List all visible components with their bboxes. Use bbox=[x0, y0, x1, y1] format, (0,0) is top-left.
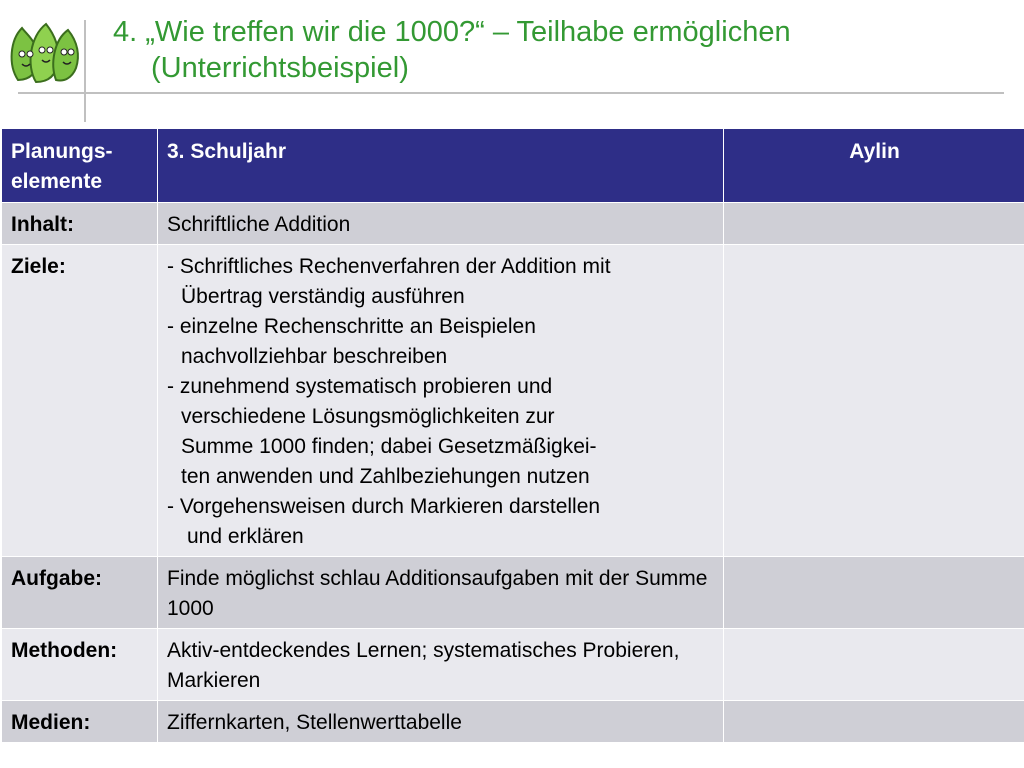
goal-1-cont: Übertrag verständig ausführen bbox=[181, 285, 465, 308]
row-label-medien: Medien: bbox=[2, 701, 158, 743]
row-label-inhalt: Inhalt: bbox=[2, 203, 158, 245]
row-aylin-medien bbox=[724, 701, 1024, 743]
goal-1: - Schriftliches Rechenverfahren der Addition mit bbox=[167, 255, 611, 278]
row-value-aufgabe: Finde möglichst schlau Additionsaufgaben mit der Summe 1000 bbox=[158, 557, 724, 629]
row-label-ziele: Ziele: bbox=[2, 245, 158, 557]
row-value-medien: Ziffernkarten, Stellenwerttabelle bbox=[158, 701, 724, 743]
header-horizontal-divider bbox=[18, 92, 1004, 94]
goal-3-cont: verschiedene Lösungsmöglichkeiten zur bbox=[181, 405, 555, 428]
goal-4-cont: und erklären bbox=[187, 525, 304, 548]
header-cell-planungselemente: Planungs- elemente bbox=[2, 129, 158, 203]
row-aylin-aufgabe bbox=[724, 557, 1024, 629]
goal-3-cont3: ten anwenden und Zahlbeziehungen nutzen bbox=[181, 465, 590, 488]
header-vertical-divider bbox=[84, 20, 86, 122]
row-aylin-methoden bbox=[724, 629, 1024, 701]
slide-title-line1: 4. „Wie treffen wir die 1000?“ – Teilhabe ermöglichen bbox=[113, 16, 791, 48]
table-row-methoden bbox=[2, 629, 1024, 701]
table-row-medien bbox=[2, 701, 1024, 743]
table-row-aufgabe bbox=[2, 557, 1024, 629]
row-value-inhalt: Schriftliche Addition bbox=[158, 203, 724, 245]
header-cell-aylin: Aylin bbox=[724, 129, 1024, 203]
planning-table bbox=[1, 128, 1024, 743]
row-value-ziele bbox=[158, 245, 724, 557]
row-label-aufgabe: Aufgabe: bbox=[2, 557, 158, 629]
slide-title-line2: (Unterrichtsbeispiel) bbox=[151, 52, 409, 84]
header-cell-schuljahr: 3. Schuljahr bbox=[158, 129, 724, 203]
row-value-methoden: Aktiv-entdeckendes Lernen; systematisches Probieren, Markieren bbox=[158, 629, 724, 701]
goal-3: - zunehmend systematisch probieren und bbox=[167, 375, 553, 398]
row-aylin-ziele bbox=[724, 245, 1024, 557]
table-row-inhalt bbox=[2, 203, 1024, 245]
goal-4: - Vorgehensweisen durch Markieren darstellen bbox=[167, 495, 601, 518]
table-header-row bbox=[2, 129, 1024, 203]
goal-2-cont: nachvollziehbar beschreiben bbox=[181, 345, 448, 368]
goal-2: - einzelne Rechenschritte an Beispielen bbox=[167, 315, 536, 338]
table-row-ziele bbox=[2, 245, 1024, 557]
goal-3-cont2: Summe 1000 finden; dabei Gesetzmäßigkei- bbox=[181, 435, 597, 458]
row-label-methoden: Methoden: bbox=[2, 629, 158, 701]
row-aylin-inhalt bbox=[724, 203, 1024, 245]
slide-title bbox=[113, 14, 1013, 86]
leaf-characters-logo bbox=[8, 20, 82, 86]
